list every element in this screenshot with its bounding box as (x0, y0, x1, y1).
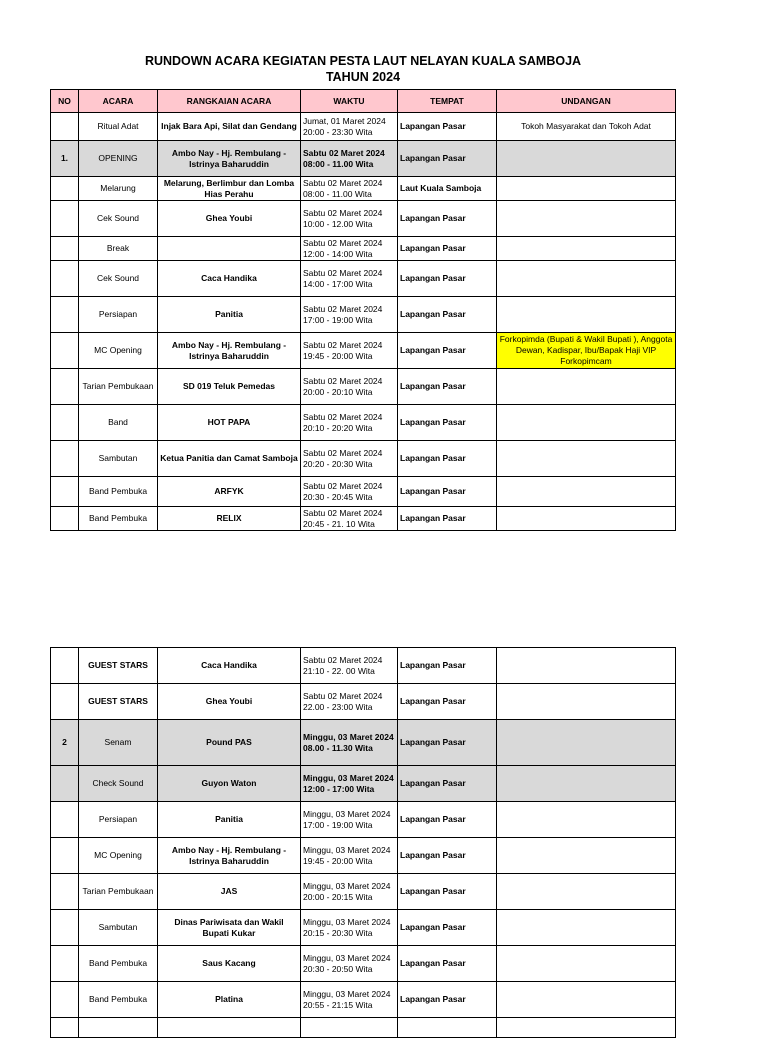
table-row (51, 946, 676, 982)
cell-rangkaian: SD 019 Teluk Pemedas (158, 369, 301, 405)
cell-undangan (497, 684, 676, 720)
cell-no (51, 684, 79, 720)
table-row (51, 113, 676, 141)
cell-tempat: Lapangan Pasar (398, 507, 497, 531)
cell-rangkaian: Caca Handika (158, 648, 301, 684)
cell-rangkaian: Ghea Youbi (158, 201, 301, 237)
cell-no (51, 369, 79, 405)
cell-waktu (301, 177, 398, 201)
header-acara: ACARA (79, 90, 158, 113)
waktu-time: 22.00 - 23:00 Wita (303, 701, 373, 712)
cell-no (51, 910, 79, 946)
cell-acara: Band Pembuka (79, 982, 158, 1018)
cell-acara: Senam (79, 720, 158, 766)
waktu-date: Sabtu 02 Maret 2024 (303, 267, 383, 278)
waktu-date: Sabtu 02 Maret 2024 (303, 177, 383, 188)
waktu-time: 19:45 - 20:00 Wita (303, 350, 373, 361)
cell-rangkaian: HOT PAPA (158, 405, 301, 441)
cell-undangan (497, 261, 676, 297)
waktu-time: 20:00 - 20:10 Wita (303, 386, 373, 397)
waktu-date: Sabtu 02 Maret 2024 (303, 339, 383, 350)
cell-no (51, 113, 79, 141)
table-row (51, 405, 676, 441)
waktu-time: 20:00 - 23:30 Wita (303, 126, 373, 137)
cell-rangkaian: Ketua Panitia dan Camat Samboja (158, 441, 301, 477)
cell-acara: GUEST STARS (79, 648, 158, 684)
waktu-date: Sabtu 02 Maret 2024 (303, 207, 383, 218)
cell-tempat: Lapangan Pasar (398, 477, 497, 507)
cell-tempat: Lapangan Pasar (398, 838, 497, 874)
table-row (51, 838, 676, 874)
cell-rangkaian: RELIX (158, 507, 301, 531)
cell-no: 1. (51, 141, 79, 177)
cell-waktu (301, 946, 398, 982)
cell-no (51, 441, 79, 477)
cell-no (51, 1018, 79, 1038)
table-row (51, 201, 676, 237)
cell-waktu (301, 766, 398, 802)
cell-rangkaian: Ambo Nay - Hj. Rembulang - Istrinya Baharuddin (158, 141, 301, 177)
cell-tempat: Lapangan Pasar (398, 201, 497, 237)
cell-no (51, 946, 79, 982)
waktu-time: 21:10 - 22. 00 Wita (303, 665, 375, 676)
cell-rangkaian: Dinas Pariwisata dan Wakil Bupati Kukar (158, 910, 301, 946)
cell-tempat: Lapangan Pasar (398, 982, 497, 1018)
header-rangkaian: RANGKAIAN ACARA (158, 90, 301, 113)
header-no: NO (51, 90, 79, 113)
cell-undangan: Forkopimda (Bupati & Wakil Bupati ), Anggota Dewan, Kadispar, Ibu/Bapak Haji VIP Forkopimcam (497, 333, 676, 369)
cell-tempat: Lapangan Pasar (398, 766, 497, 802)
waktu-date: Minggu, 03 Maret 2024 (303, 731, 394, 742)
rundown-table-1 (50, 89, 676, 531)
waktu-time: 17:00 - 19:00 Wita (303, 819, 373, 830)
cell-undangan: Tokoh Masyarakat dan Tokoh Adat (497, 113, 676, 141)
cell-rangkaian: Panitia (158, 802, 301, 838)
cell-rangkaian: Ghea Youbi (158, 684, 301, 720)
cell-undangan (497, 177, 676, 201)
header-undangan: UNDANGAN (497, 90, 676, 113)
table-row (51, 720, 676, 766)
cell-tempat: Lapangan Pasar (398, 369, 497, 405)
cell-waktu (301, 261, 398, 297)
table-row (51, 874, 676, 910)
waktu-time: 20:10 - 20:20 Wita (303, 422, 373, 433)
cell-waktu (301, 405, 398, 441)
table-row (51, 141, 676, 177)
cell-undangan (497, 297, 676, 333)
cell-no (51, 766, 79, 802)
cell-rangkaian (158, 1018, 301, 1038)
cell-undangan (497, 405, 676, 441)
cell-undangan (497, 369, 676, 405)
cell-acara: Sambutan (79, 441, 158, 477)
cell-rangkaian: Melarung, Berlimbur dan Lomba Hias Perahu (158, 177, 301, 201)
cell-tempat: Lapangan Pasar (398, 441, 497, 477)
waktu-date: Sabtu 02 Maret 2024 (303, 303, 383, 314)
cell-acara: Persiapan (79, 802, 158, 838)
rundown-table-2 (50, 647, 676, 1038)
document-subtitle: TAHUN 2024 (325, 70, 401, 84)
header-tempat: TEMPAT (398, 90, 497, 113)
cell-undangan (497, 477, 676, 507)
cell-no (51, 201, 79, 237)
cell-acara: Melarung (79, 177, 158, 201)
cell-tempat: Lapangan Pasar (398, 802, 497, 838)
cell-waktu (301, 838, 398, 874)
cell-undangan (497, 237, 676, 261)
cell-undangan (497, 910, 676, 946)
waktu-time: 20:15 - 20:30 Wita (303, 927, 373, 938)
cell-waktu (301, 684, 398, 720)
cell-tempat: Lapangan Pasar (398, 333, 497, 369)
waktu-date: Minggu, 03 Maret 2024 (303, 952, 391, 963)
cell-acara: Band Pembuka (79, 946, 158, 982)
cell-waktu (301, 874, 398, 910)
cell-undangan (497, 874, 676, 910)
waktu-time: 12:00 - 17:00 Wita (303, 783, 375, 794)
cell-rangkaian: Pound PAS (158, 720, 301, 766)
cell-no (51, 261, 79, 297)
waktu-date: Minggu, 03 Maret 2024 (303, 988, 391, 999)
cell-waktu (301, 237, 398, 261)
cell-waktu (301, 982, 398, 1018)
waktu-date: Minggu, 03 Maret 2024 (303, 880, 391, 891)
header-row (51, 90, 676, 113)
cell-tempat: Lapangan Pasar (398, 297, 497, 333)
cell-rangkaian: Injak Bara Api, Silat dan Gendang (158, 113, 301, 141)
cell-acara: Sambutan (79, 910, 158, 946)
cell-no (51, 177, 79, 201)
table-row (51, 237, 676, 261)
cell-rangkaian: ARFYK (158, 477, 301, 507)
cell-waktu (301, 720, 398, 766)
cell-waktu (301, 507, 398, 531)
cell-no (51, 237, 79, 261)
cell-tempat: Lapangan Pasar (398, 684, 497, 720)
cell-no (51, 982, 79, 1018)
waktu-date: Minggu, 03 Maret 2024 (303, 916, 391, 927)
waktu-date: Sabtu 02 Maret 2024 (303, 411, 383, 422)
waktu-date: Sabtu 02 Maret 2024 (303, 507, 383, 518)
cell-no: 2 (51, 720, 79, 766)
cell-acara: Cek Sound (79, 201, 158, 237)
cell-rangkaian (158, 237, 301, 261)
waktu-date: Minggu, 03 Maret 2024 (303, 844, 391, 855)
cell-acara: Tarian Pembukaan (79, 874, 158, 910)
cell-tempat: Lapangan Pasar (398, 261, 497, 297)
waktu-time: 17:00 - 19:00 Wita (303, 314, 373, 325)
cell-acara: Ritual Adat (79, 113, 158, 141)
header-waktu: WAKTU (301, 90, 398, 113)
waktu-date: Jumat, 01 Maret 2024 (303, 115, 386, 126)
cell-rangkaian: Panitia (158, 297, 301, 333)
table-row (51, 333, 676, 369)
cell-waktu (301, 141, 398, 177)
cell-waktu (301, 113, 398, 141)
cell-no (51, 648, 79, 684)
cell-no (51, 507, 79, 531)
cell-tempat: Lapangan Pasar (398, 405, 497, 441)
cell-acara: Band (79, 405, 158, 441)
waktu-date: Sabtu 02 Maret 2024 (303, 690, 383, 701)
table-row (51, 369, 676, 405)
cell-acara: Check Sound (79, 766, 158, 802)
cell-tempat: Laut Kuala Samboja (398, 177, 497, 201)
cell-undangan (497, 141, 676, 177)
cell-undangan (497, 1018, 676, 1038)
cell-waktu (301, 441, 398, 477)
waktu-time: 20:30 - 20:50 Wita (303, 963, 373, 974)
waktu-date: Sabtu 02 Maret 2024 (303, 447, 383, 458)
cell-no (51, 297, 79, 333)
cell-undangan (497, 802, 676, 838)
table-row (51, 684, 676, 720)
cell-waktu (301, 201, 398, 237)
cell-acara: Band Pembuka (79, 477, 158, 507)
cell-rangkaian: Platina (158, 982, 301, 1018)
waktu-date: Sabtu 02 Maret 2024 (303, 147, 385, 158)
table-row (51, 477, 676, 507)
waktu-time: 12:00 - 14:00 Wita (303, 248, 373, 259)
table-row (51, 982, 676, 1018)
cell-undangan (497, 838, 676, 874)
cell-waktu (301, 369, 398, 405)
cell-acara: Band Pembuka (79, 507, 158, 531)
waktu-time: 20:20 - 20:30 Wita (303, 458, 373, 469)
waktu-time: 20:55 - 21:15 Wita (303, 999, 373, 1010)
cell-rangkaian: Saus Kacang (158, 946, 301, 982)
cell-tempat: Lapangan Pasar (398, 720, 497, 766)
waktu-time: 20:00 - 20:15 Wita (303, 891, 373, 902)
cell-undangan (497, 720, 676, 766)
table-row (51, 177, 676, 201)
cell-acara (79, 1018, 158, 1038)
waktu-time: 20:45 - 21. 10 Wita (303, 518, 375, 529)
waktu-time: 10:00 - 12.00 Wita (303, 218, 373, 229)
cell-waktu (301, 910, 398, 946)
cell-tempat: Lapangan Pasar (398, 910, 497, 946)
cell-rangkaian: Guyon Waton (158, 766, 301, 802)
table-row (51, 261, 676, 297)
document-title: RUNDOWN ACARA KEGIATAN PESTA LAUT NELAYAN KUALA SAMBOJA (144, 54, 582, 68)
cell-tempat (398, 1018, 497, 1038)
waktu-date: Minggu, 03 Maret 2024 (303, 808, 391, 819)
cell-acara: Tarian Pembukaan (79, 369, 158, 405)
cell-waktu (301, 333, 398, 369)
table-row (51, 507, 676, 531)
cell-waktu (301, 297, 398, 333)
cell-tempat: Lapangan Pasar (398, 874, 497, 910)
waktu-date: Sabtu 02 Maret 2024 (303, 375, 383, 386)
table-row (51, 297, 676, 333)
cell-tempat: Lapangan Pasar (398, 648, 497, 684)
cell-undangan (497, 648, 676, 684)
cell-tempat: Lapangan Pasar (398, 237, 497, 261)
cell-waktu (301, 802, 398, 838)
waktu-date: Sabtu 02 Maret 2024 (303, 480, 383, 491)
waktu-time: 20:30 - 20:45 Wita (303, 491, 373, 502)
cell-undangan (497, 441, 676, 477)
table-row (51, 910, 676, 946)
cell-undangan (497, 201, 676, 237)
table-row (51, 1018, 676, 1038)
waktu-time: 14:00 - 17:00 Wita (303, 278, 373, 289)
cell-acara: OPENING (79, 141, 158, 177)
cell-rangkaian: Caca Handika (158, 261, 301, 297)
table-row (51, 648, 676, 684)
cell-undangan (497, 766, 676, 802)
cell-undangan (497, 507, 676, 531)
cell-no (51, 802, 79, 838)
cell-waktu (301, 477, 398, 507)
cell-rangkaian: JAS (158, 874, 301, 910)
waktu-time: 19:45 - 20:00 Wita (303, 855, 373, 866)
waktu-date: Sabtu 02 Maret 2024 (303, 654, 383, 665)
cell-undangan (497, 982, 676, 1018)
cell-acara: Break (79, 237, 158, 261)
cell-acara: Cek Sound (79, 261, 158, 297)
cell-tempat: Lapangan Pasar (398, 946, 497, 982)
cell-undangan (497, 946, 676, 982)
cell-no (51, 405, 79, 441)
waktu-time: 08.00 - 11.30 Wita (303, 742, 373, 753)
cell-rangkaian: Ambo Nay - Hj. Rembulang - Istrinya Baharuddin (158, 838, 301, 874)
waktu-date: Minggu, 03 Maret 2024 (303, 772, 394, 783)
cell-no (51, 838, 79, 874)
cell-waktu (301, 648, 398, 684)
cell-tempat: Lapangan Pasar (398, 141, 497, 177)
cell-no (51, 874, 79, 910)
cell-tempat: Lapangan Pasar (398, 113, 497, 141)
cell-acara: GUEST STARS (79, 684, 158, 720)
table-row (51, 441, 676, 477)
waktu-time: 08:00 - 11.00 Wita (303, 158, 374, 169)
cell-rangkaian: Ambo Nay - Hj. Rembulang - Istrinya Baharuddin (158, 333, 301, 369)
cell-waktu (301, 1018, 398, 1038)
table-row (51, 766, 676, 802)
table-row (51, 802, 676, 838)
cell-acara: Persiapan (79, 297, 158, 333)
cell-acara: MC Opening (79, 333, 158, 369)
cell-no (51, 477, 79, 507)
cell-no (51, 333, 79, 369)
cell-acara: MC Opening (79, 838, 158, 874)
waktu-time: 08:00 - 11.00 Wita (303, 188, 372, 199)
waktu-date: Sabtu 02 Maret 2024 (303, 237, 383, 248)
